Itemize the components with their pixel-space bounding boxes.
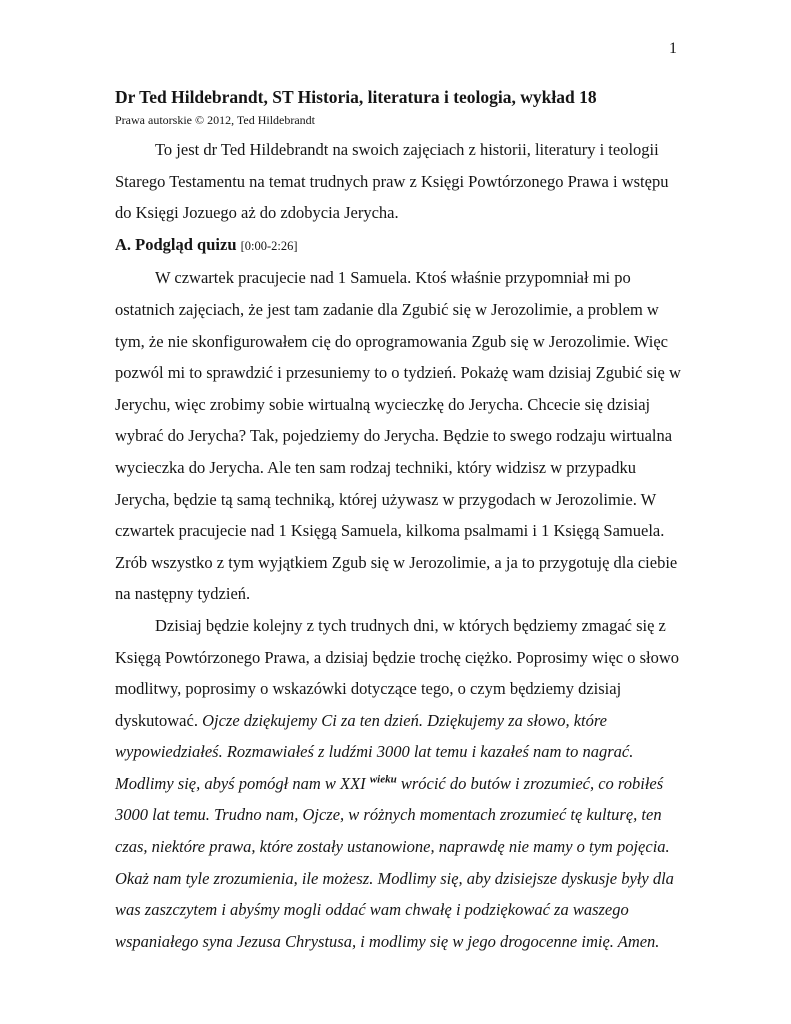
prayer-text-part1: Ojcze dziękujemy Ci za ten dzień. Dziękujemy za słowo, które wypowiedziałeś. Rozmawiałeś z ludźmi 3000 lat temu i kazałeś nam to nagrać. Modlimy się, abyś pomógł nam w XXI [115,710,634,793]
document-title: Dr Ted Hildebrandt, ST Historia, literatura i teologia, wykład 18 [115,87,597,107]
section-a-paragraph-2 [115,610,685,958]
prayer-lead-text: Dzisiaj będzie kolejny z tych trudnych dni, w których będziemy zmagać się z Księgą Powtórzonego Prawa, a dzisiaj będzie trochę ciężko. Poprosimy więc o słowo modlitwy, poprosimy o wskazówki dotyczące tego, o czym będziemy dzisiaj dyskutować. [115,615,680,730]
section-a-timestamp: [0:00-2:26] [240,238,298,253]
prayer-text-part2: wrócić do butów i zrozumieć, co robiłeś 3000 lat temu. Trudno nam, Ojcze, w różnych momentach zrozumieć tę kulturę, ten czas, niektóre prawa, które zostały ustanowione, naprawdę nie mamy o tym pojęcia. Okaż nam tyle zrozumienia, ile możesz. Modlimy się, aby dzisiejsze dyskusje były dla was zaszczytem i abyśmy mogli oddać wam chwałę i podziękować za waszego wspaniałego syna Jezusa Chrystusa, i modlimy się w jego drogocenne imię. Amen. [115,773,674,951]
intro-paragraph: To jest dr Ted Hildebrandt na swoich zajęciach z historii, literatury i teologii Starego Testamentu na temat trudnych praw z Księgi Powtórzonego Prawa i wstępu do Księgi Jozuego aż do zdobycia Jerycha. [115,140,669,223]
prayer-superscript-word: wieku [369,773,397,786]
section-a-title: A. Podgląd quizu [115,234,237,254]
copyright-line: Prawa autorskie © 2012, Ted Hildebrandt [115,113,316,127]
section-a-paragraph-1: W czwartek pracujecie nad 1 Samuela. Ktoś właśnie przypomniał mi po ostatnich zajęciach, że jest tam zadanie dla Zgubić się w Jerozolimie, a problem w tym, że nie skonfigurowałem cię do oprogramowania Zgub się w Jerozolimie. Więc pozwól mi to sprawdzić i przesuniemy to o tydzień. Pokażę wam dzisiaj Zgubić się w Jerychu, więc zrobimy sobie wirtualną wycieczkę do Jerycha. Chcecie się dzisiaj wybrać do Jerycha? Tak, pojedziemy do Jerycha. Będzie to swego rodzaju wirtualna wycieczka do Jerycha. Ale ten sam rodzaj techniki, który widzisz w przypadku Jerycha, będzie tą samą techniką, której używasz w przygodach w Jerozolimie. W czwartek pracujecie nad 1 Księgą Samuela, kilkoma psalmami i 1 Księgą Samuela. Zrób wszystko z tym wyjątkiem Zgub się w Jerozolimie, a ja to przygotuję dla ciebie na następny tydzień. [115,268,681,604]
page-number: 1 [669,40,677,57]
document-content [115,86,685,957]
section-a-heading [115,229,685,263]
